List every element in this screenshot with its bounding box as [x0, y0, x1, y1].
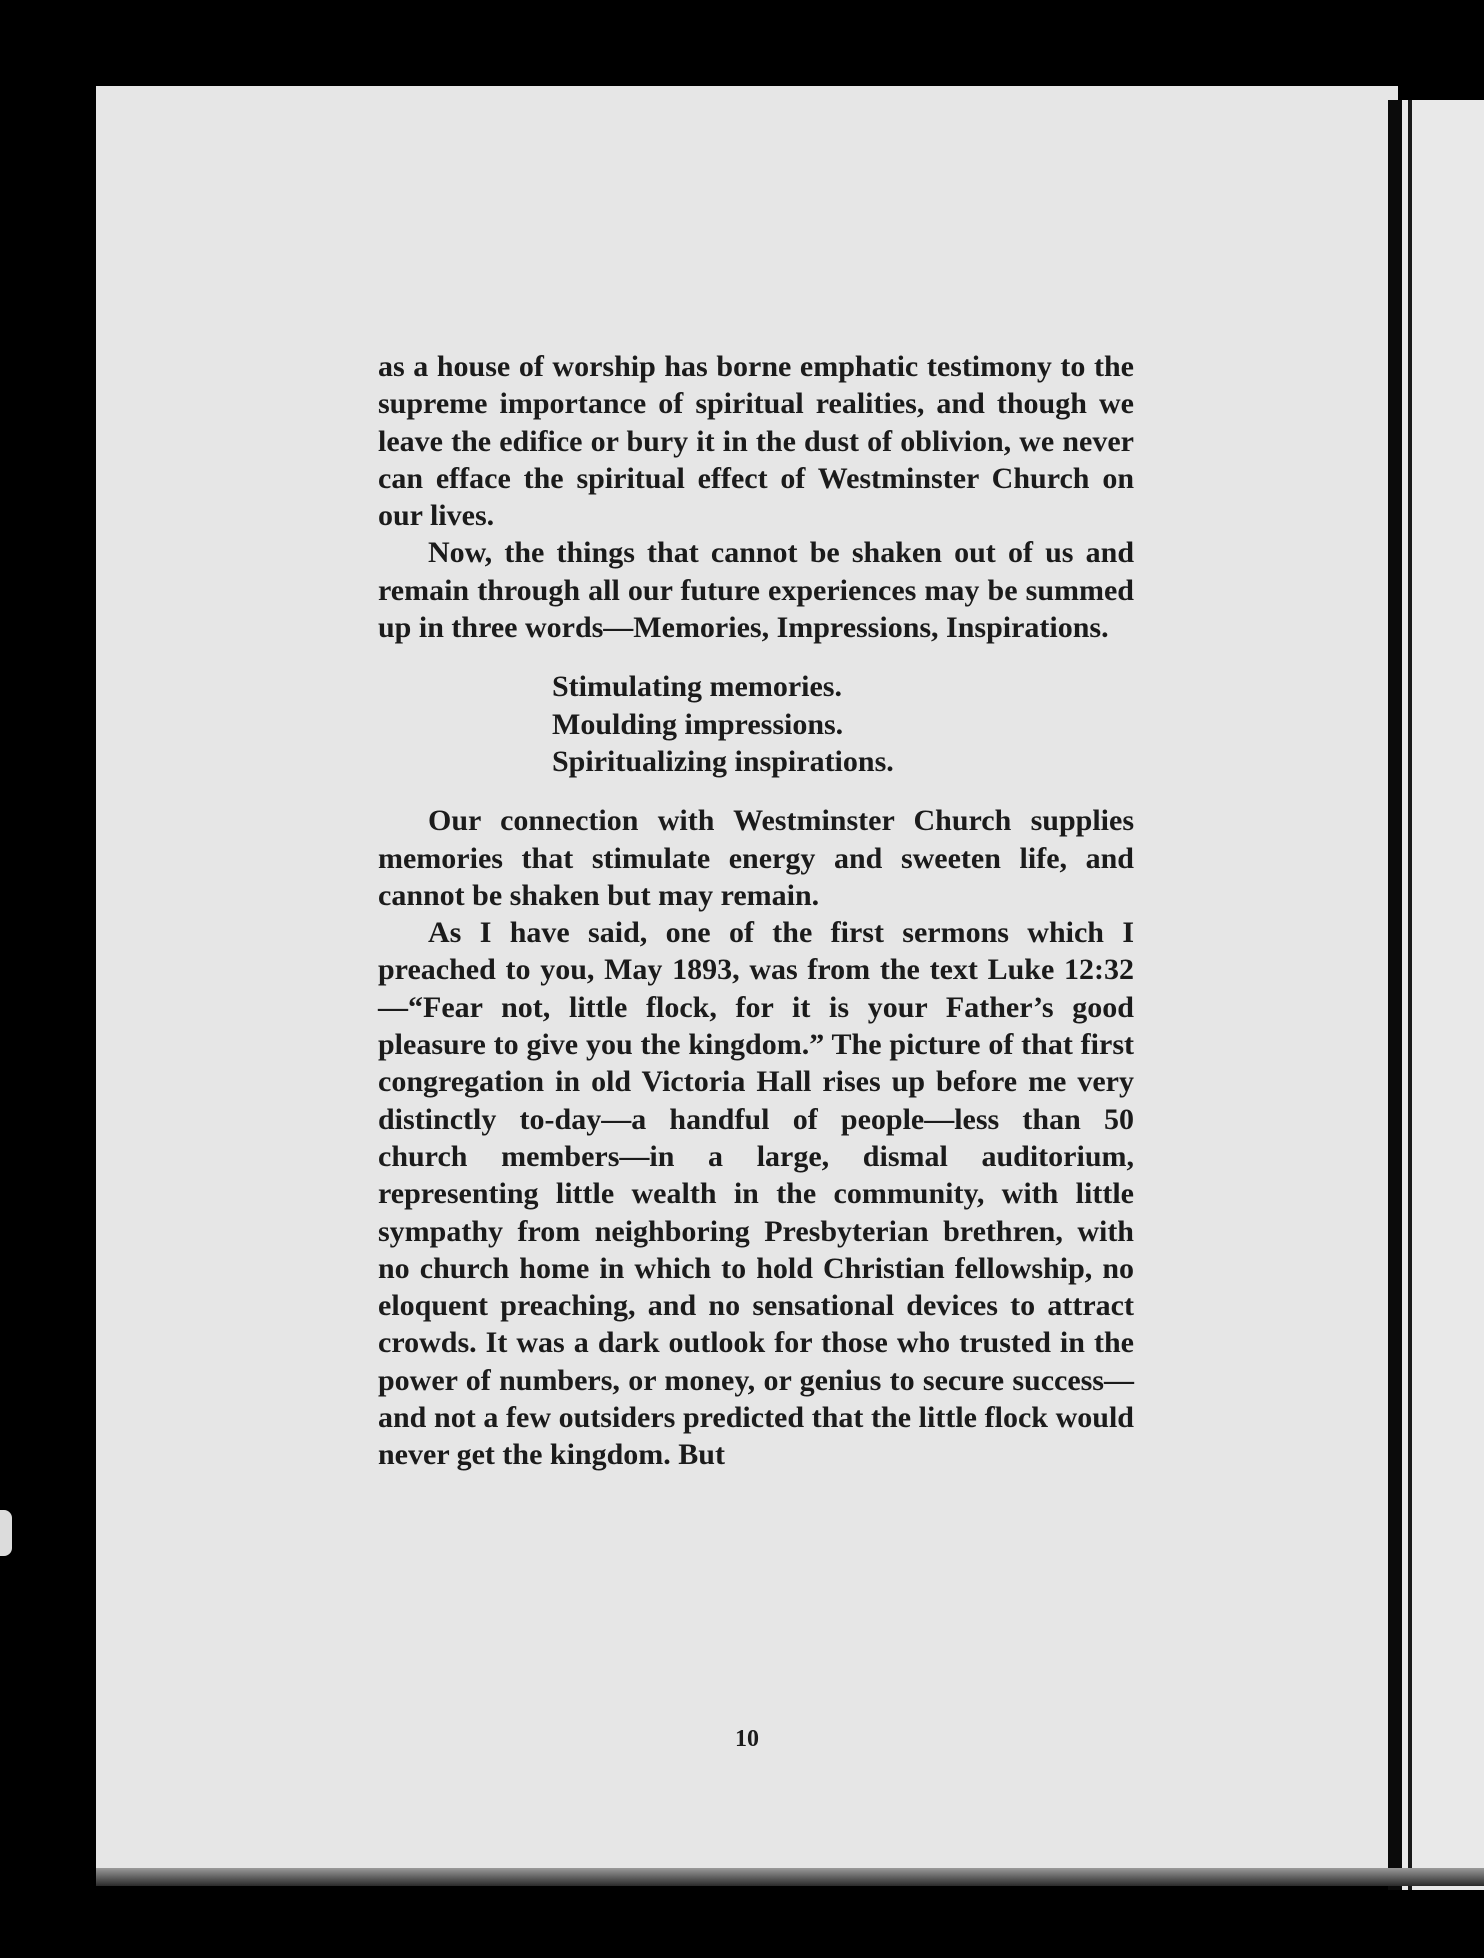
paragraph-continued: as a house of worship has borne emphatic testimony to the supreme importance of spiritual realities, and though we leave the edifice or bury it in the dust of oblivion, we never can efface the spiritual effect of Westminster Church on our lives.: [378, 350, 1134, 533]
paragraph-connection: Our connection with Westminster Church supplies memories that stimulate energy and sweeten life, and cannot be shaken but may remain.: [378, 804, 1134, 912]
page-text-block: [378, 348, 1134, 1474]
page-gutter-edge: [1388, 100, 1402, 1890]
facing-page-strip: [1402, 100, 1484, 1890]
page-bottom-shadow: [96, 1868, 1484, 1886]
page-number: 10: [735, 1726, 759, 1752]
triad-line-impressions: Moulding impressions.: [552, 707, 844, 741]
three-words-list: [552, 668, 1134, 780]
triad-line-memories: Stimulating memories.: [552, 670, 842, 704]
paragraph-first-sermon: As I have said, one of the first sermons which I preached to you, May 1893, was from the text Luke 12:32—“Fear not, little flock, for it is your Father’s good pleasure to give you the kingdom.” The picture of that first congregation in old Victoria Hall rises up before me very distinctly to-day—a handful of people—less than 50 church members—in a large, dismal auditorium, representing little wealth in the community, with little sympathy from neighboring Presbyterian brethren, with no church home in which to hold Christian fellowship, no eloquent preaching, and no sensational devices to attract crowds. It was a dark outlook for those who trusted in the power of numbers, or money, or genius to secure success—and not a few outsiders predicted that the little flock would never get the kingdom. But: [378, 916, 1134, 1472]
scan-artifact-speck: [0, 1510, 12, 1556]
paragraph-three-words: Now, the things that cannot be shaken out of us and remain through all our future experiences may be summed up in three words—Memories, Impressions, Inspirations.: [378, 536, 1134, 645]
facing-page-rule: [1408, 100, 1412, 1890]
book-page: [96, 86, 1398, 1884]
triad-line-inspirations: Spiritualizing inspirations.: [552, 744, 894, 778]
